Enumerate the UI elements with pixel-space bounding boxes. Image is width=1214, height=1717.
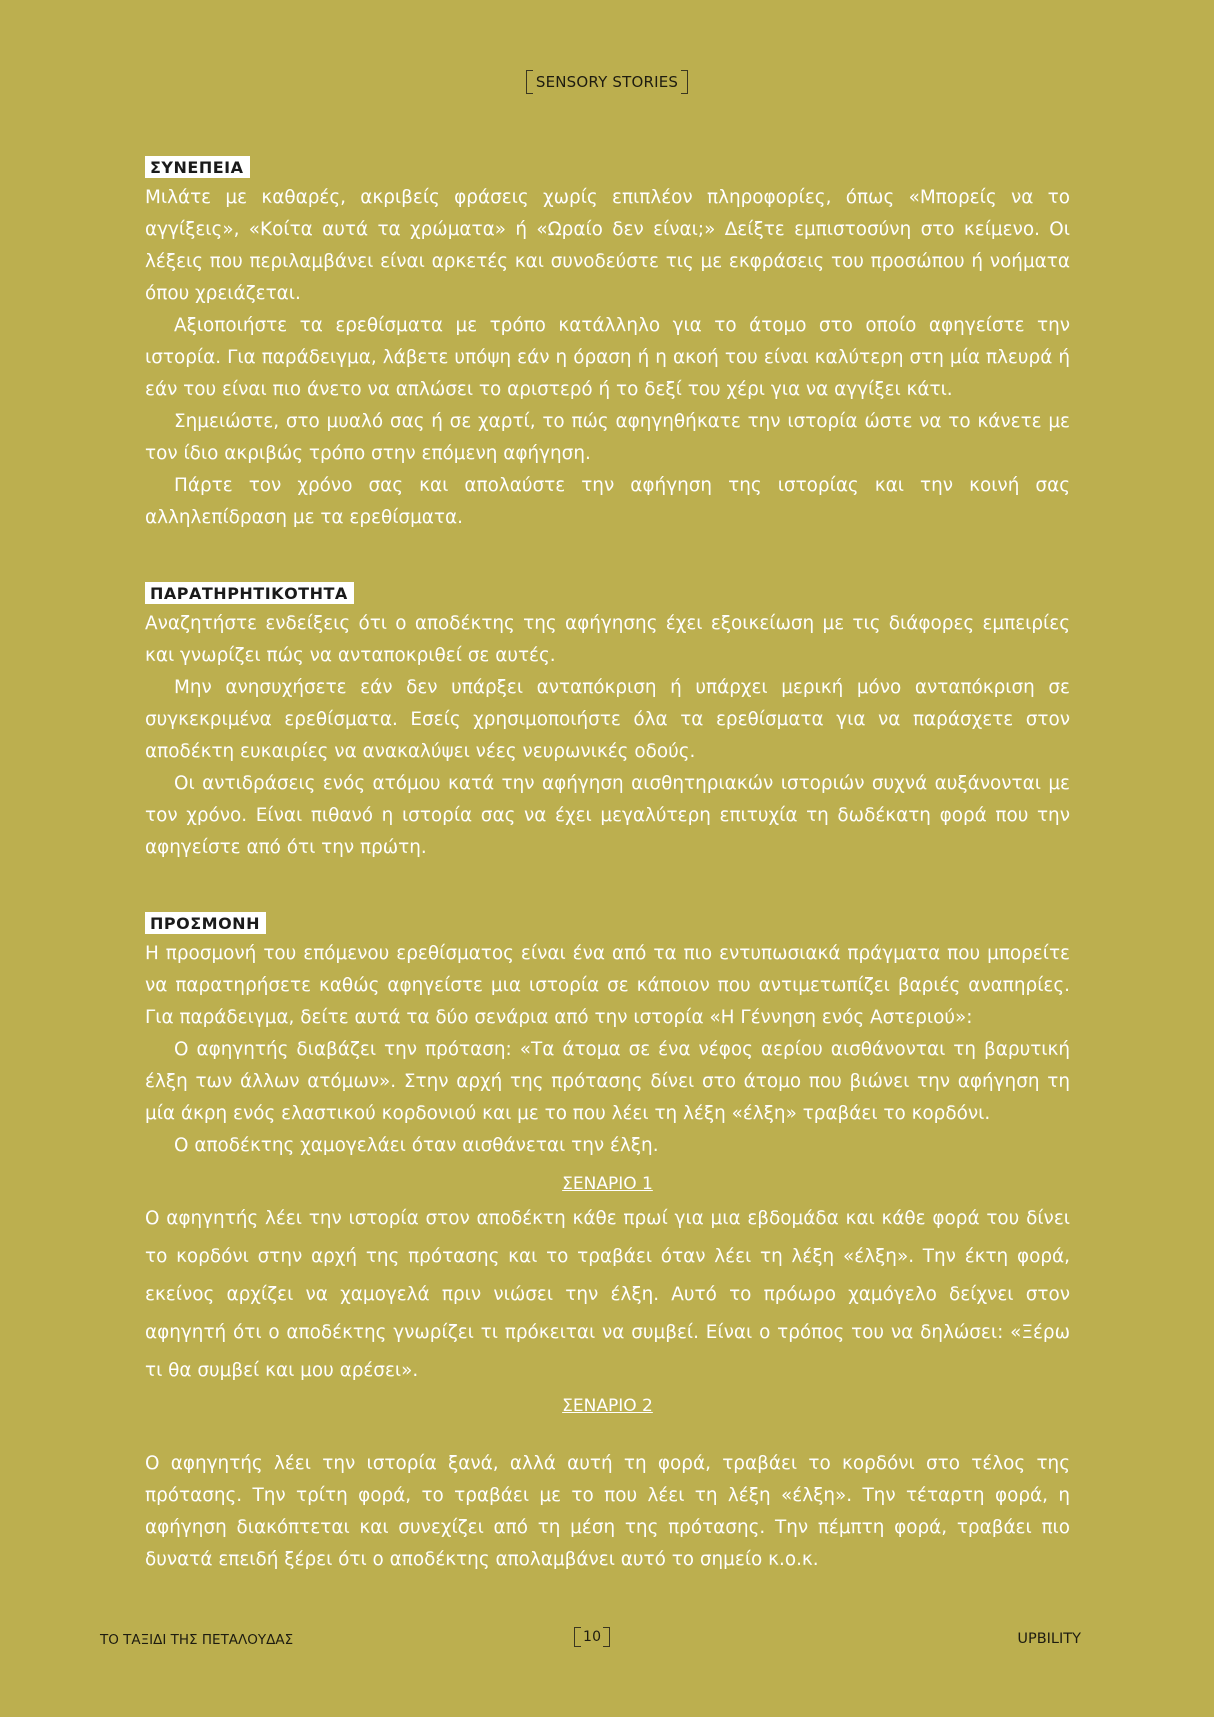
footer-publisher: UPBILITY xyxy=(1017,1631,1081,1647)
paragraph: Μιλάτε με καθαρές, ακριβείς φράσεις χωρίς επιπλέον πληροφορίες, όπως «Μπορείς να το αγγίξεις», «Κοίτα αυτά τα χρώματα» ή «Ωραίο δεν είναι;» Δείξτε εμπιστοσύνη στο κείμενο. Οι λέξεις που περιλαμβάνει είναι αρκετές και συνοδεύστε τις με εκφράσεις του προσώπου ή νοήματα όπου χρειάζεται. xyxy=(145,187,1070,304)
scenario-2-title: ΣΕΝΑΡΙΟ 2 xyxy=(562,1396,653,1416)
paragraph: Ο αποδέκτης χαμογελάει όταν αισθάνεται την έλξη. xyxy=(174,1135,659,1156)
paragraph: Αξιοποιήστε τα ερεθίσματα με τρόπο κατάλληλο για το άτομο στο οποίο αφηγείστε την ιστορία. Για παράδειγμα, λάβετε υπόψη εάν η όραση ή η ακοή του είναι καλύτερη στη μία πλευρά ή εάν του είναι πιο άνετο να απλώσει το αριστερό ή το δεξί του χέρι για να αγγίξει κάτι. xyxy=(145,315,1070,400)
section-spacer xyxy=(145,534,1070,582)
section-title-anticipation: ΠΡΟΣΜΟΝΗ xyxy=(145,912,266,934)
paragraph: Μην ανησυχήσετε εάν δεν υπάρξει ανταπόκριση ή υπάρχει μερική μόνο ανταπόκριση σε συγκεκριμένα ερεθίσματα. Εσείς χρησιμοποιήστε όλα τα ερεθίσματα για να παράσχετε στον αποδέκτη ευκαιρίες να ανακαλύψει νέες νευρωνικές οδούς. xyxy=(145,677,1070,762)
paragraph: Ο αφηγητής διαβάζει την πρόταση: «Τα άτομα σε ένα νέφος αερίου αισθάνονται τη βαρυτική έλξη των άλλων ατόμων». Στην αρχή της πρότασης δίνει στο άτομο που βιώνει την αφήγηση τη μία άκρη ενός ελαστικού κορδονιού και με το που λέει τη λέξη «έλξη» τραβάει το κορδόνι. xyxy=(145,1039,1070,1124)
page-header xyxy=(0,70,1214,94)
section-title-consequence: ΣΥΝΕΠΕΙΑ xyxy=(145,156,250,178)
scenario-1-text: Ο αφηγητής λέει την ιστορία στον αποδέκτη κάθε πρωί για μια εβδομάδα και κάθε φορά του δίνει το κορδόνι στην αρχή της πρότασης και το τραβάει όταν λέει τη λέξη «έλξη». Την έκτη φορά, εκείνος αρχίζει να χαμογελά πριν νιώσει την έλξη. Αυτό το πρόωρο χαμόγελο δείχνει στον αφηγητή ότι ο αποδέκτης γνωρίζει τι πρόκειται να συμβεί. Είναι ο τρόπος του να δηλώσει: «Ξέρω τι θα συμβεί και μου αρέσει». xyxy=(145,1208,1070,1381)
paragraph: Σημειώστε, στο μυαλό σας ή σε χαρτί, το πώς αφηγηθήκατε την ιστορία ώστε να το κάνετε με τον ίδιο ακριβώς τρόπο στην επόμενη αφήγηση. xyxy=(145,411,1070,464)
page-footer xyxy=(100,1627,1081,1655)
main-content xyxy=(145,156,1070,1576)
section-observation xyxy=(145,582,1070,864)
scenario-2-text: Ο αφηγητής λέει την ιστορία ξανά, αλλά αυτή τη φορά, τραβάει το κορδόνι στο τέλος της πρότασης. Την τρίτη φορά, το τραβάει με το που λέει τη λέξη «έλξη». Την τέταρτη φορά, η αφήγηση διακόπτεται και συνεχίζει από τη μέση της πρότασης. Την πέμπτη φορά, τραβάει πιο δυνατά επειδή ξέρει ότι ο αποδέκτης απολαμβάνει αυτό το σημείο κ.ο.κ. xyxy=(145,1453,1070,1570)
paragraph: Η προσμονή του επόμενου ερεθίσματος είναι ένα από τα πιο εντυπωσιακά πράγματα που μπορείτε να παρατηρήσετε καθώς αφηγείστε μια ιστορία σε κάποιον που αντιμετωπίζει βαριές αναπηρίες. Για παράδειγμα, δείτε αυτά τα δύο σενάρια από την ιστορία «Η Γέννηση ενός Αστεριού»: xyxy=(145,943,1070,1028)
paragraph: Αναζητήστε ενδείξεις ότι ο αποδέκτης της αφήγησης έχει εξοικείωση με τις διάφορες εμπειρίες και γνωρίζει πώς να ανταποκριθεί σε αυτές. xyxy=(145,613,1070,666)
paragraph: Πάρτε τον χρόνο σας και απολαύστε την αφήγηση της ιστορίας και την κοινή σας αλληλεπίδραση με τα ερεθίσματα. xyxy=(145,475,1070,528)
section-consequence xyxy=(145,156,1070,534)
page-number: 10 xyxy=(574,1627,610,1647)
footer-book-title: ΤΟ ΤΑΞΙΔΙ ΤΗΣ ΠΕΤΑΛΟΥΔΑΣ xyxy=(100,1632,294,1648)
header-title: SENSORY STORIES xyxy=(526,70,688,94)
section-anticipation xyxy=(145,912,1070,1576)
section-spacer xyxy=(145,864,1070,912)
page-number-container xyxy=(574,1627,610,1647)
scenario-1-title: ΣΕΝΑΡΙΟ 1 xyxy=(562,1174,653,1194)
paragraph: Οι αντιδράσεις ενός ατόμου κατά την αφήγηση αισθητηριακών ιστοριών συχνά αυξάνονται με τον χρόνο. Είναι πιθανό η ιστορία σας να έχει μεγαλύτερη επιτυχία τη δωδέκατη φορά που την αφηγείστε από ότι την πρώτη. xyxy=(145,773,1070,858)
section-title-observation: ΠΑΡΑΤΗΡΗΤΙΚΟΤΗΤΑ xyxy=(145,582,354,604)
